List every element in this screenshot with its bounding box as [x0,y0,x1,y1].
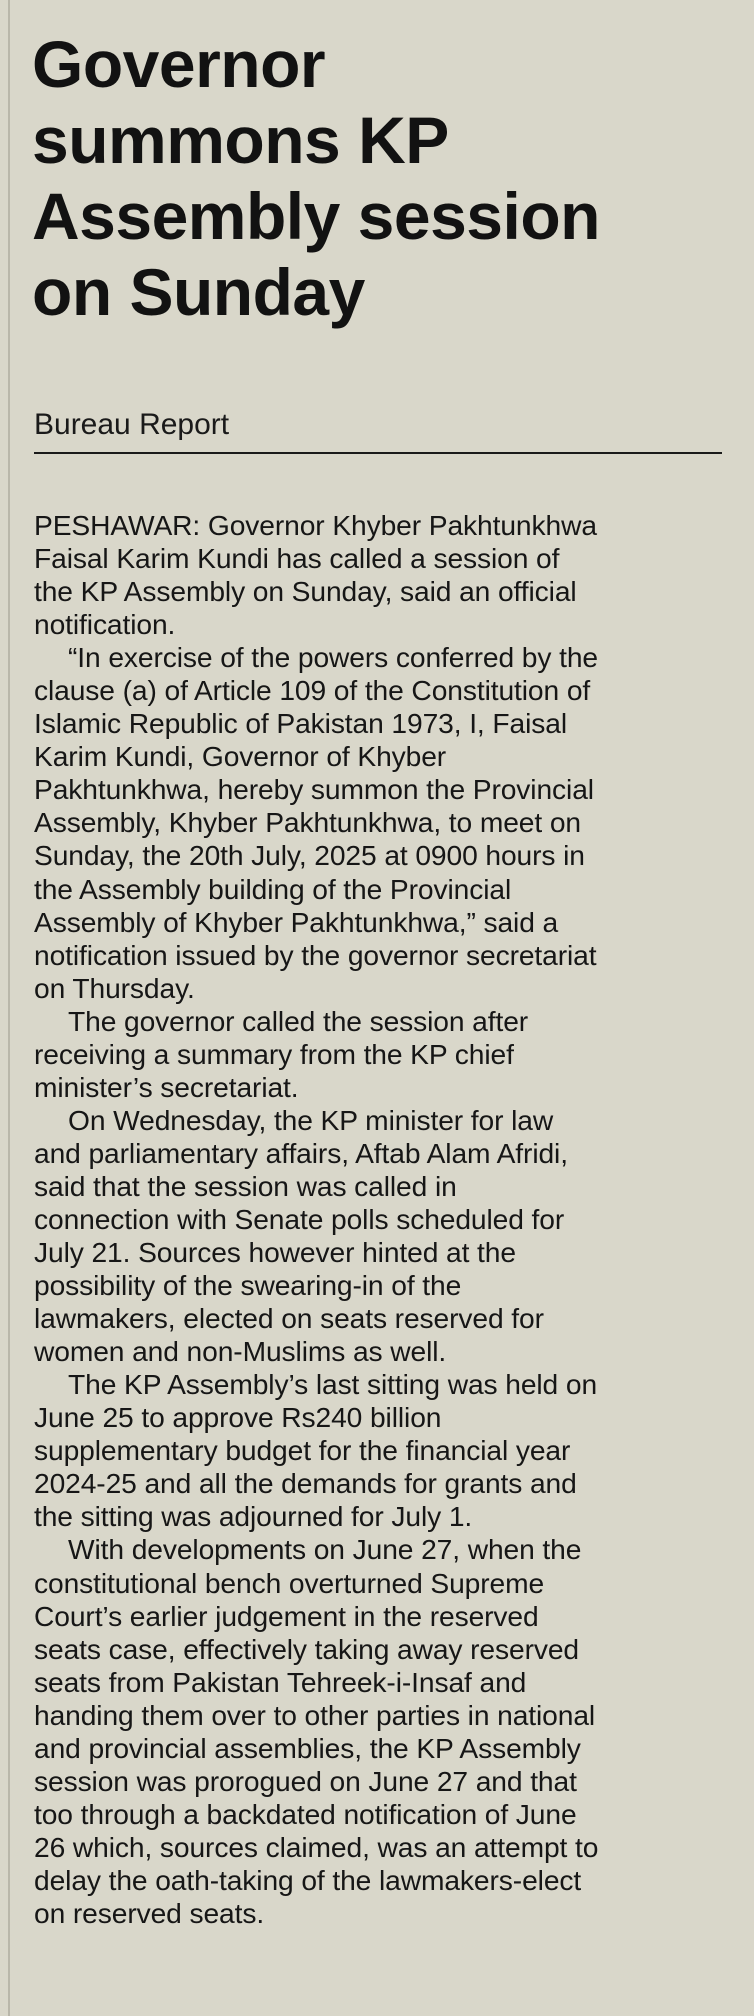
article-line: June 25 to approve Rs240 billion [34,1401,442,1434]
article-line: minister’s secretariat. [34,1070,299,1103]
article-line: on Thursday. [34,971,195,1004]
byline-rule [34,452,722,454]
article-line: women and non-Muslims as well. [34,1335,447,1368]
headline-line: on Sunday [32,255,365,329]
article-line: clause (a) of Article 109 of the Constitution of [34,674,591,707]
article-paragraph [34,1104,724,1368]
article-line: constitutional bench overturned Supreme [34,1566,545,1599]
article-line: session was prorogued on June 27 and that [34,1764,577,1797]
article-line: on reserved seats. [34,1896,265,1929]
headline-line: summons KP [32,103,449,177]
article-line: said that the session was called in [34,1169,457,1202]
article-line: supplementary budget for the financial year [34,1434,571,1467]
article-line: connection with Senate polls scheduled for [34,1202,565,1235]
article-line: PESHAWAR: Governor Khyber Pakhtunkhwa [34,509,597,541]
article-line: handing them over to other parties in national [34,1698,596,1731]
article-paragraph [34,1533,724,1930]
article-line: Sunday, the 20th July, 2025 at 0900 hours in [34,839,585,872]
article-line: July 21. Sources however hinted at the [34,1236,516,1269]
article-line: Pakhtunkhwa, hereby summon the Provincial [34,773,594,806]
article-line: seats from Pakistan Tehreek-i-Insaf and [34,1665,527,1698]
article-paragraph [34,1368,724,1533]
article-line: 2024-25 and all the demands for grants and [34,1467,577,1500]
article-line: notification issued by the governor secretariat [34,938,597,971]
article-line: Assembly, Khyber Pakhtunkhwa, to meet on [34,806,581,839]
headline [32,26,732,330]
article-paragraph [34,509,724,641]
article-line: Islamic Republic of Pakistan 1973, I, Faisal [34,707,567,740]
article-line: 26 which, sources claimed, was an attempt to [34,1830,599,1863]
article-body [34,509,724,1930]
article-line: Karim Kundi, Governor of Khyber [34,740,447,773]
article-line: and provincial assemblies, the KP Assembly [34,1731,581,1764]
article-line: The governor called the session after [68,1004,529,1037]
article-line: Court’s earlier judgement in the reserved [34,1599,539,1632]
article-paragraph [34,1005,724,1104]
article-line: “In exercise of the powers conferred by the [68,641,598,674]
headline-line: Governor [32,27,326,101]
article-line: too through a backdated notification of June [34,1797,577,1830]
article-line: receiving a summary from the KP chief [34,1037,514,1070]
article-line: seats case, effectively taking away reserved [34,1632,580,1665]
article-line: Faisal Karim Kundi has called a session of [34,542,560,575]
article-line: and parliamentary affairs, Aftab Alam Afridi, [34,1136,568,1169]
article-line: Assembly of Khyber Pakhtunkhwa,” said a [34,905,559,938]
byline: Bureau Report [34,408,230,441]
article-line: the Assembly building of the Provincial [34,872,512,905]
article-line: notification. [34,608,176,641]
article-line: With developments on June 27, when the [68,1533,582,1566]
article-line: the sitting was adjourned for July 1. [34,1500,473,1533]
headline-line: Assembly session [32,179,600,253]
article-line: On Wednesday, the KP minister for law [68,1103,554,1136]
article-line: delay the oath-taking of the lawmakers-elect [34,1863,582,1896]
article-line: the KP Assembly on Sunday, said an official [34,575,577,608]
article-paragraph [34,641,724,1005]
article-line: lawmakers, elected on seats reserved for [34,1302,544,1335]
article-line: possibility of the swearing-in of the [34,1269,462,1302]
article-line: The KP Assembly’s last sitting was held on [68,1368,598,1401]
column-border [8,0,10,2016]
